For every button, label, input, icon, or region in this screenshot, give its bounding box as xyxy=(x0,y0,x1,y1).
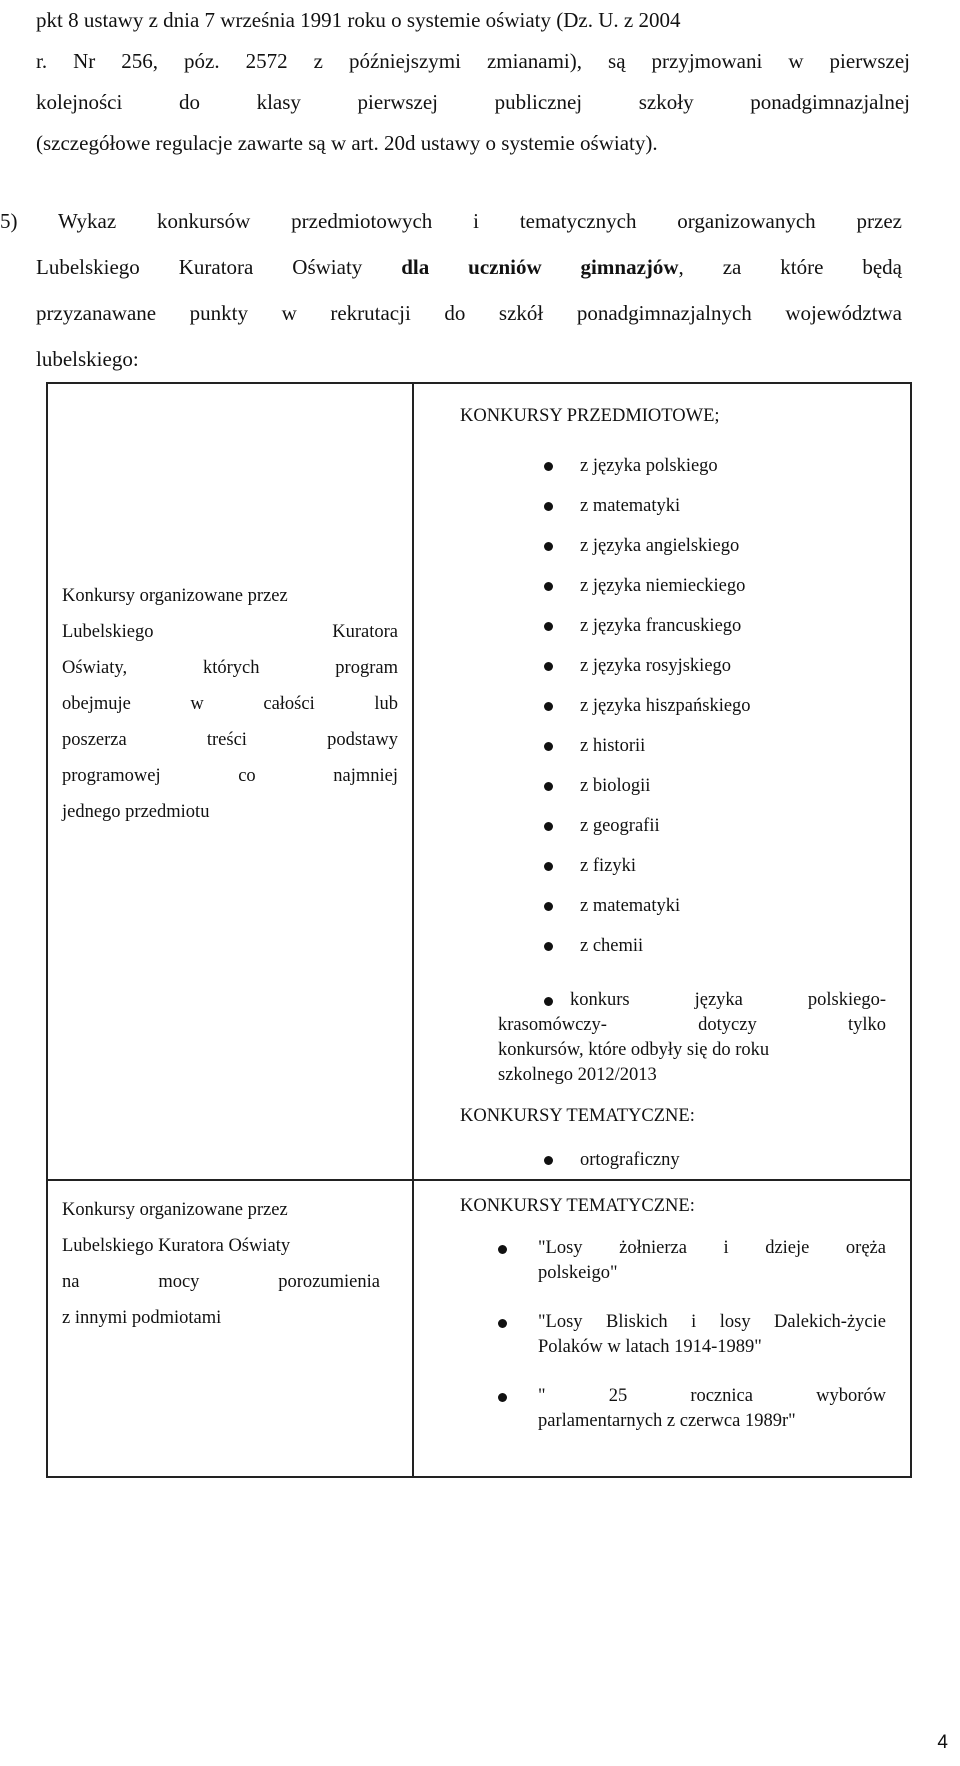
section-5-text: Lubelskiego Kuratora Oświaty xyxy=(36,255,402,279)
bullet-icon xyxy=(544,622,553,631)
item-line: Polaków w latach 1914-1989" xyxy=(538,1337,762,1357)
list-item: z języka francuskiego xyxy=(488,606,898,646)
item-line: " 25 rocznica wyborów xyxy=(538,1386,886,1406)
item-line: "Losy żołnierza i dzieje oręża xyxy=(538,1238,886,1258)
intro-line: kolejności do klasy pierwszej publicznej szkoły ponadgimnazjalnej xyxy=(36,90,910,114)
bullet-icon xyxy=(544,742,553,751)
cell-line: Oświaty, których program xyxy=(62,658,398,678)
list-item xyxy=(488,1236,886,1286)
list-item xyxy=(488,1310,886,1360)
bullet-icon xyxy=(544,582,553,591)
list-item: z języka hiszpańskiego xyxy=(488,686,898,726)
row2-left-cell xyxy=(62,1192,398,1336)
list-item: z fizyki xyxy=(488,846,898,886)
bullet-icon xyxy=(544,997,553,1006)
list-item: z geografii xyxy=(488,806,898,846)
item-line: polskeigo" xyxy=(538,1263,618,1283)
section-5-line: lubelskiego: xyxy=(36,347,139,371)
cell-line xyxy=(62,578,398,614)
cell-line: Lubelskiego Kuratora xyxy=(62,622,398,642)
list-item: z języka polskiego xyxy=(488,446,898,486)
list-item: z języka angielskiego xyxy=(488,526,898,566)
bullet-icon xyxy=(544,942,553,951)
bullet-icon xyxy=(544,902,553,911)
intro-line: r. Nr 256, póz. 2572 z późniejszymi zmianami), są przyjmowani w pierwszej xyxy=(36,49,910,73)
thematic-contests-list xyxy=(488,1140,898,1180)
bullet-icon xyxy=(544,822,553,831)
cell-line: na mocy porozumienia xyxy=(62,1272,380,1292)
cell-line: programowej co najmniej xyxy=(62,766,398,786)
list-item xyxy=(488,1384,886,1434)
cell-line: poszerza treści podstawy xyxy=(62,730,398,750)
cell-line: z innymi podmiotami xyxy=(62,1308,222,1328)
cell-line: jednego przedmiotu xyxy=(62,802,210,822)
list-item: z języka niemieckiego xyxy=(488,566,898,606)
section-5-text: , za które będą xyxy=(678,255,902,279)
bullet-icon xyxy=(544,1156,553,1165)
list-item: z matematyki xyxy=(488,486,898,526)
bullet-icon xyxy=(544,782,553,791)
bullet-icon xyxy=(544,702,553,711)
note-line: konkursów, które odbyły się do roku xyxy=(498,1040,770,1060)
contests-table xyxy=(46,382,912,1478)
bullet-icon xyxy=(544,542,553,551)
page-number: 4 xyxy=(937,1732,948,1753)
thematic-contests-header-2: KONKURSY TEMATYCZNE: xyxy=(460,1196,695,1216)
row1-left-cell xyxy=(62,578,398,830)
note-line: szkolnego 2012/2013 xyxy=(498,1065,657,1085)
intro-paragraph xyxy=(36,0,910,164)
bullet-icon xyxy=(498,1393,507,1402)
bullet-icon xyxy=(544,862,553,871)
list-item: z chemii xyxy=(488,926,898,966)
cell-line: Lubelskiego Kuratora Oświaty xyxy=(62,1236,291,1256)
item-line: "Losy Bliskich i losy Dalekich-życie xyxy=(538,1312,886,1332)
section-5-line xyxy=(0,244,902,290)
intro-line: (szczegółowe regulacje zawarte są w art. 20d ustawy o systemie oświaty). xyxy=(36,131,658,155)
cell-line: obejmuje w całości lub xyxy=(62,694,398,714)
list-item: z historii xyxy=(488,726,898,766)
list-item: z biologii xyxy=(488,766,898,806)
subject-contests-list xyxy=(488,446,898,966)
list-item: ortograficzny xyxy=(488,1140,898,1180)
section-5-line: przyzanawane punkty w rekrutacji do szkół ponadgimnazjalnych województwa xyxy=(36,301,902,325)
note-line: krasomówczy- dotyczy tylko xyxy=(498,1015,886,1035)
bullet-icon xyxy=(544,502,553,511)
item-line: parlamentarnych z czerwca 1989r" xyxy=(538,1411,796,1431)
section-5-bold-text: dla uczniów gimnazjów xyxy=(401,255,679,279)
section-5-line: 5) Wykaz konkursów przedmiotowych i tematycznych organizowanych przez xyxy=(0,209,902,233)
cell-text: Konkursy organizowane przez xyxy=(62,586,288,606)
bullet-icon xyxy=(498,1245,507,1254)
special-contest-note xyxy=(498,988,886,1088)
thematic-contests-header: KONKURSY TEMATYCZNE: xyxy=(460,1106,695,1126)
bullet-icon xyxy=(498,1319,507,1328)
intro-line: pkt 8 ustawy z dnia 7 września 1991 roku o systemie oświaty (Dz. U. z 2004 xyxy=(36,8,681,32)
section-5-paragraph xyxy=(0,198,902,382)
table-column-divider xyxy=(412,384,414,1476)
note-line: konkurs języka polskiego- xyxy=(570,990,886,1010)
cell-line: Konkursy organizowane przez xyxy=(62,1200,288,1220)
subject-contests-header: KONKURSY PRZEDMIOTOWE; xyxy=(460,406,720,426)
bullet-icon xyxy=(544,462,553,471)
list-item: z języka rosyjskiego xyxy=(488,646,898,686)
list-item: z matematyki xyxy=(488,886,898,926)
bullet-icon xyxy=(544,662,553,671)
